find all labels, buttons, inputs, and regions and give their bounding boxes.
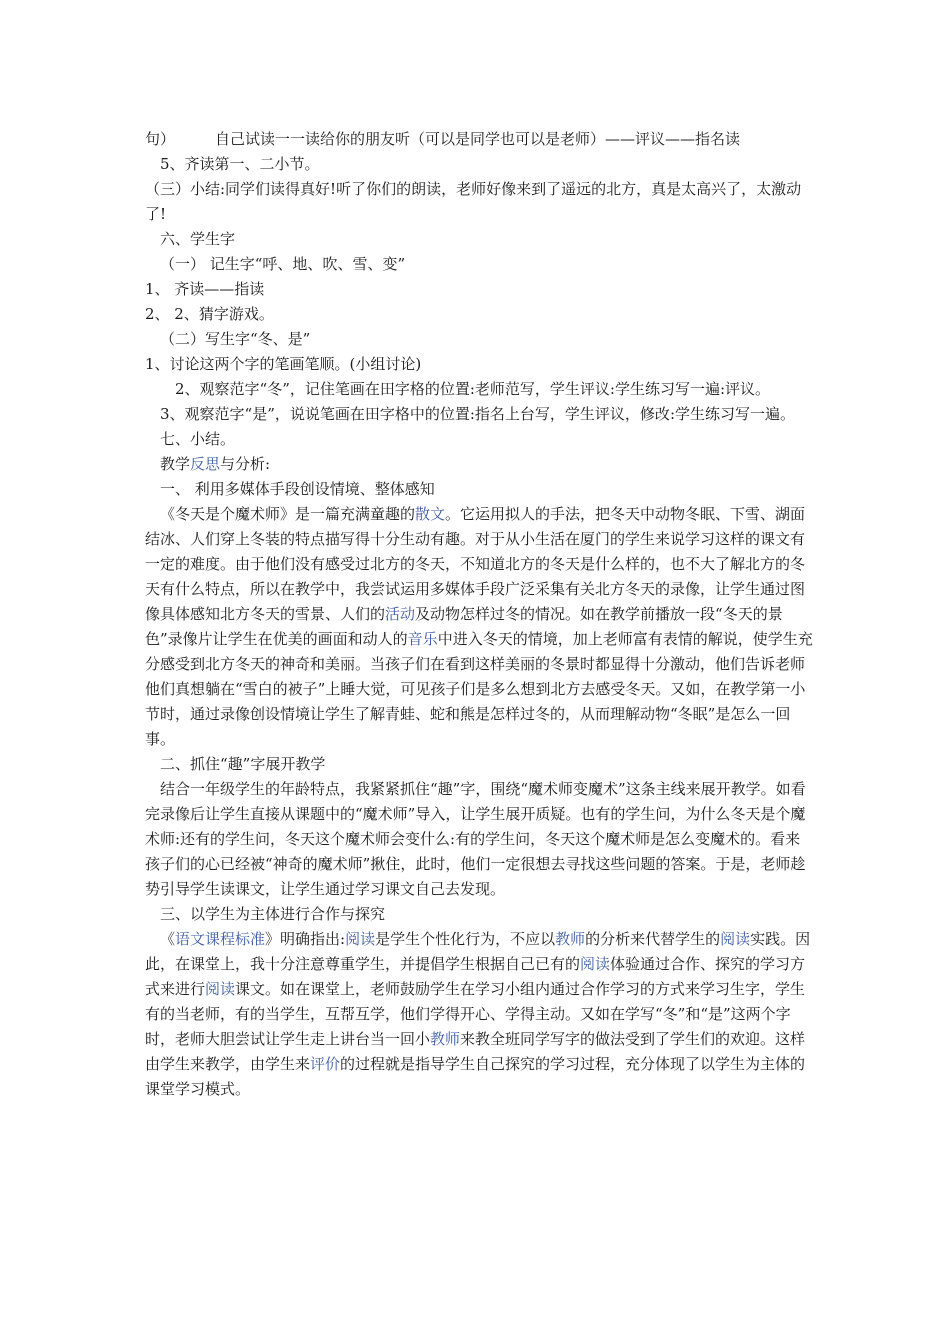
line-reading-steps: 句） 自己试读一一读给你的朋友听（可以是同学也可以是老师）——评议——指名读 (145, 130, 741, 148)
link-teacher-1[interactable]: 教师 (555, 930, 586, 948)
link-prose[interactable]: 散文 (415, 505, 446, 523)
link-curriculum-standard[interactable]: 语文课程标准 (175, 930, 266, 948)
line-observe-dong: 2、观察范字“冬”，记住笔画在田字格的位置:老师范写，学生评议:学生练习写一遍:评议。 (175, 380, 771, 398)
line-observe-shi: 3、观察范字“是”，说说笔画在田字格中的位置:指名上台写，学生评议，修改:学生练习写一遍。 (160, 405, 795, 423)
heading-section-1: 一、 利用多媒体手段创设情境、整体感知 (160, 480, 435, 498)
heading-learn-characters: 六、学生字 (160, 230, 236, 248)
line-summary-3: （三）小结:同学们读得真好!听了你们的朗读，老师好像来到了遥远的北方，真是太高兴了，太激动了! (145, 180, 802, 223)
line-read-together: 1、 齐读——指读 (145, 280, 265, 298)
link-music[interactable]: 音乐 (407, 630, 438, 648)
link-reading-4[interactable]: 阅读 (205, 980, 236, 998)
heading-summary: 七、小结。 (160, 430, 236, 448)
document-body (145, 127, 813, 1102)
link-teacher-2[interactable]: 教师 (430, 1030, 461, 1048)
link-reading-3[interactable]: 阅读 (580, 955, 611, 973)
link-reading-1[interactable]: 阅读 (345, 930, 376, 948)
paragraph-interest: 结合一年级学生的年龄特点，我紧紧抓住“趣”字，围绕“魔术师变魔术”这条主线来展开教学。如看完录像后让学生直接从课题中的“魔术师”导入，让学生展开质疑。也有的学生问，为什么冬天是个魔术师:还有的学生问，冬天这个魔术师会变什么:有的学生问，冬天这个魔术师是怎么变魔术的。看来孩子们的心已经被“神奇的魔术师”揪住，此时，他们一定很想去寻找这些问题的答案。于是，老师趁势引导学生读课文，让学生通过学习课文自己去发现。 (145, 780, 806, 898)
line-remember-characters: （一） 记生字“呼、地、吹、雪、变” (160, 255, 406, 273)
heading-reflection: 教学反思与分析: (160, 455, 271, 473)
line-read-stanza: 5、齐读第一、二小节。 (160, 155, 320, 173)
link-activity[interactable]: 活动 (385, 605, 416, 623)
link-evaluation[interactable]: 评价 (310, 1055, 341, 1073)
heading-section-2: 二、抓住“趣”字展开教学 (160, 755, 326, 773)
line-guess-game: 2、 2、猜字游戏。 (145, 305, 274, 323)
link-reflection[interactable]: 反思 (190, 455, 221, 473)
link-reading-2[interactable]: 阅读 (720, 930, 751, 948)
line-discuss-strokes: 1、讨论这两个字的笔画笔顺。(小组讨论) (145, 355, 422, 373)
line-write-characters: （二）写生字“冬、是” (160, 330, 311, 348)
heading-section-3: 三、以学生为主体进行合作与探究 (160, 905, 386, 923)
paragraph-cooperation: 《语文课程标准》明确指出:阅读是学生个性化行为，不应以教师的分析来代替学生的阅读实践。因此，在课堂上，我十分注意尊重学生，并提倡学生根据自己已有的阅读体验通过合作、探究的学习方式来进行阅读课文。如在课堂上，老师鼓励学生在学习小组内通过合作学习的方式来学习生字，学生有的当老师，有的当学生，互帮互学，他们学得开心、学得主动。又如在学写“冬”和“是”这两个字时，老师大胆尝试让学生走上讲台当一回小教师来教全班同学写字的做法受到了学生们的欢迎。这样由学生来教学，由学生来评价的过程就是指导学生自己探究的学习过程，充分体现了以学生为主体的课堂学习模式。 (145, 930, 811, 1098)
paragraph-multimedia: 《冬天是个魔术师》是一篇充满童趣的散文。它运用拟人的手法，把冬天中动物冬眠、下雪、湖面结冰、人们穿上冬装的特点描写得十分生动有趣。对于从小生活在厦门的学生来说学习这样的课文有一定的难度。由于他们没有感受过北方的冬天，不知道北方的冬天是什么样的，也不大了解北方的冬天有什么特点，所以在教学中，我尝试运用多媒体手段广泛采集有关北方冬天的录像，让学生通过图像具体感知北方冬天的雪景、人们的活动及动物怎样过冬的情况。如在教学前播放一段“冬天的景色”录像片让学生在优美的画面和动人的音乐中进入冬天的情境，加上老师富有表情的解说，使学生充分感受到北方冬天的神奇和美丽。当孩子们在看到这样美丽的冬景时都显得十分激动，他们告诉老师他们真想躺在“雪白的被子”上睡大觉，可见孩子们是多么想到北方去感受冬天。又如，在教学第一小节时，通过录像创设情境让学生了解青蛙、蛇和熊是怎样过冬的，从而理解动物“冬眠”是怎么一回事。 (145, 505, 813, 748)
